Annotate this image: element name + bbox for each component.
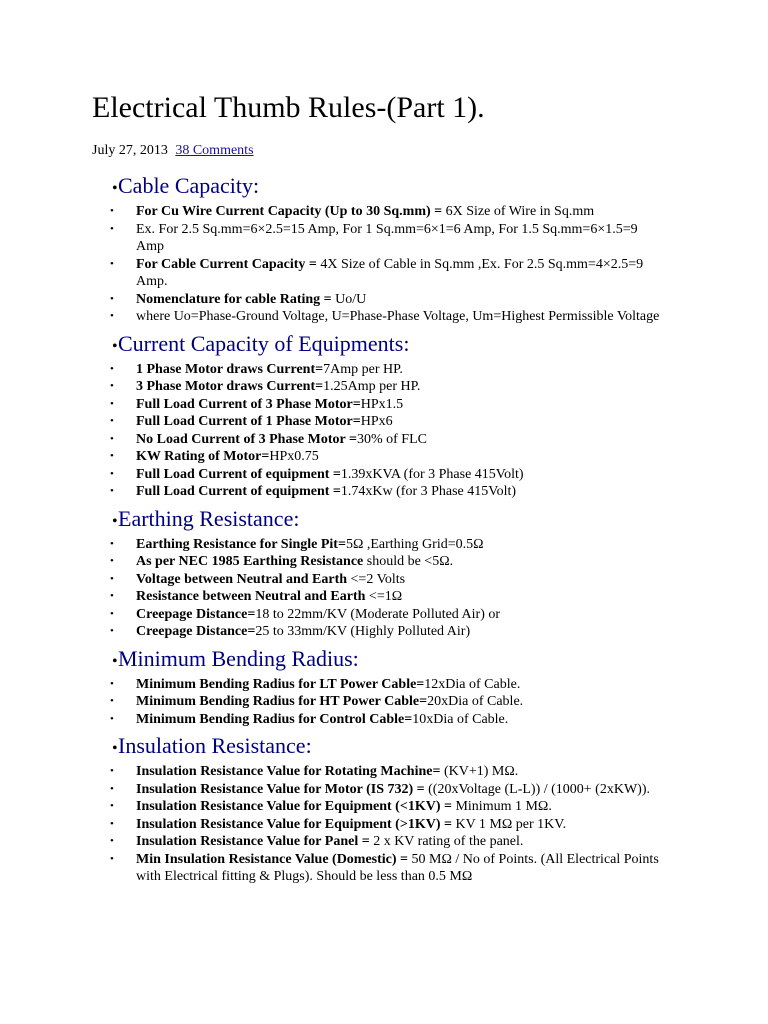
page-title: Electrical Thumb Rules-(Part 1).	[92, 91, 485, 124]
bullet-icon: •	[110, 432, 114, 445]
rule-value: 5Ω ,Earthing Grid=0.5Ω	[345, 536, 484, 552]
section	[92, 505, 728, 641]
bullet-icon: •	[110, 800, 114, 812]
rule-text	[136, 221, 728, 256]
rule-list	[92, 763, 728, 886]
rule-text	[136, 431, 728, 449]
rule-text	[136, 378, 728, 396]
rule-list	[92, 536, 728, 641]
rule-key: Insulation Resistance Value for Rotating Machine=	[136, 764, 441, 779]
list-item	[92, 483, 728, 501]
bullet-icon: •	[110, 415, 114, 427]
bullet-icon: •	[110, 625, 114, 637]
section	[92, 645, 728, 729]
rule-text	[136, 851, 728, 886]
bullet-icon: •	[110, 537, 114, 550]
rule-text	[136, 693, 728, 711]
rule-value: HPx1.5	[360, 396, 404, 412]
rule-key: Insulation Resistance Value for Panel =	[136, 834, 370, 849]
bullet-icon: •	[110, 555, 114, 567]
list-item	[92, 763, 728, 781]
bullet-icon: •	[110, 712, 114, 725]
list-item	[92, 361, 728, 379]
rule-value: <=1Ω	[365, 589, 403, 604]
bullet-icon: •	[110, 222, 114, 235]
bullet-icon: •	[110, 590, 114, 602]
rule-value: 50 MΩ / No of Points. (All Electrical Points with Electrical fitting & Plugs). Should be less than 0.5 MΩ	[136, 851, 659, 884]
rule-key: Voltage between Neutral and Earth	[136, 571, 348, 587]
rule-key: Minimum Bending Radius for Control Cable=	[136, 711, 413, 727]
rule-value: Ex. For 2.5 Sq.mm=6×2.5=15 Amp, For 1 Sq.mm=6×1=6 Amp, For 1.5 Sq.mm=6×1.5=9 Amp	[136, 221, 638, 254]
list-item	[92, 571, 728, 589]
rule-text	[136, 291, 728, 309]
list-item	[92, 816, 728, 834]
section-heading-text: Cable Capacity:	[118, 173, 260, 198]
section-heading	[92, 330, 728, 361]
bullet-icon: •	[110, 362, 114, 375]
list-item	[92, 466, 728, 484]
rule-text	[136, 623, 728, 641]
section	[92, 732, 728, 886]
bullet-icon: •	[110, 835, 114, 847]
list-item	[92, 291, 728, 309]
bullet-icon: •	[110, 485, 114, 497]
bullet-icon: •	[112, 740, 118, 757]
list-item	[92, 606, 728, 624]
bullet-icon: •	[110, 695, 114, 707]
bullet-icon: •	[110, 677, 114, 690]
rule-text	[136, 816, 728, 834]
bullet-icon: •	[110, 380, 114, 392]
rule-text	[136, 571, 728, 589]
rule-value: 1.25Amp per HP.	[323, 379, 421, 394]
list-item	[92, 781, 728, 799]
rule-text	[136, 361, 728, 379]
rule-value: HPx6	[360, 414, 393, 429]
rule-text	[136, 711, 728, 729]
rule-key: KW Rating of Motor=	[136, 449, 270, 464]
rule-key: Resistance between Neutral and Earth	[136, 589, 366, 604]
section-heading-text: Insulation Resistance:	[118, 733, 312, 758]
rule-key: Full Load Current of 1 Phase Motor=	[136, 414, 361, 429]
rule-key: Creepage Distance=	[136, 606, 256, 622]
post-meta	[92, 142, 728, 160]
bullet-icon: •	[110, 450, 114, 462]
section-heading-text: Minimum Bending Radius:	[118, 645, 359, 671]
rule-text	[136, 203, 728, 221]
bullet-icon: •	[110, 852, 114, 865]
rule-key: For Cu Wire Current Capacity (Up to 30 Sq.mm) =	[136, 204, 443, 219]
section-heading-text: Current Capacity of Equipments:	[118, 330, 410, 356]
list-item	[92, 378, 728, 396]
list-item	[92, 553, 728, 571]
rule-value: 4X Size of Cable in Sq.mm ,Ex. For 2.5 Sq.mm=4×2.5=9 Amp.	[136, 256, 644, 289]
bullet-icon: •	[110, 397, 114, 410]
bullet-icon: •	[110, 572, 114, 585]
rule-value: 20xDia of Cable.	[427, 694, 524, 709]
rule-key: As per NEC 1985 Earthing Resistance	[136, 554, 364, 569]
list-item	[92, 413, 728, 431]
rule-text	[136, 606, 728, 624]
rule-text	[136, 676, 728, 694]
rule-key: Insulation Resistance Value for Motor (IS 732) =	[136, 781, 425, 797]
list-item	[92, 623, 728, 641]
list-item	[92, 536, 728, 554]
section-heading	[92, 645, 728, 676]
post-date: July 27, 2013	[92, 143, 168, 158]
rule-value: (KV+1) MΩ.	[440, 764, 519, 779]
list-item	[92, 711, 728, 729]
list-item	[92, 431, 728, 449]
rule-value: HPx0.75	[269, 449, 319, 464]
bullet-icon: •	[112, 337, 118, 355]
bullet-icon: •	[110, 467, 114, 480]
rule-value: 6X Size of Wire in Sq.mm	[442, 204, 595, 219]
rule-text	[136, 448, 728, 466]
rule-text	[136, 763, 728, 781]
rule-value: 12xDia of Cable.	[424, 676, 521, 692]
rule-value: KV 1 MΩ per 1KV.	[451, 816, 567, 832]
bullet-icon: •	[110, 292, 114, 305]
rule-list	[92, 676, 728, 729]
list-item	[92, 676, 728, 694]
section-heading	[92, 732, 728, 763]
rule-key: Minimum Bending Radius for HT Power Cable=	[136, 694, 428, 709]
section-heading	[92, 505, 728, 536]
rule-list	[92, 361, 728, 501]
rule-value: 1.39xKVA (for 3 Phase 415Volt)	[340, 466, 524, 482]
section	[92, 172, 728, 326]
bullet-icon: •	[110, 782, 114, 795]
list-item	[92, 798, 728, 816]
rule-value: Minimum 1 MΩ.	[451, 799, 552, 814]
list-item	[92, 833, 728, 851]
comments-link[interactable]: 38 Comments	[175, 143, 254, 158]
rule-key: Min Insulation Resistance Value (Domestic) =	[136, 851, 409, 867]
rule-text	[136, 413, 728, 431]
rule-text	[136, 781, 728, 799]
rule-text	[136, 798, 728, 816]
section-heading-text: Earthing Resistance:	[118, 505, 300, 531]
rule-value: should be <5Ω.	[363, 554, 454, 569]
rule-text	[136, 536, 728, 554]
rule-text	[136, 483, 728, 501]
bullet-icon: •	[112, 652, 118, 670]
rule-text	[136, 466, 728, 484]
list-item	[92, 448, 728, 466]
rule-key: Insulation Resistance Value for Equipment (>1KV) =	[136, 816, 452, 832]
list-item	[92, 396, 728, 414]
rule-text	[136, 396, 728, 414]
rule-value: Uo/U	[331, 291, 367, 307]
rule-key: Insulation Resistance Value for Equipment (<1KV) =	[136, 799, 452, 814]
list-item	[92, 588, 728, 606]
bullet-icon: •	[110, 257, 114, 270]
rule-value: 2 x KV rating of the panel.	[369, 834, 524, 849]
rule-text	[136, 308, 728, 326]
bullet-icon: •	[110, 607, 114, 620]
rule-value: 10xDia of Cable.	[412, 711, 509, 727]
rules-list	[92, 172, 728, 886]
list-item	[92, 221, 728, 256]
bullet-icon: •	[112, 180, 118, 197]
list-item	[92, 851, 728, 886]
rule-key: Creepage Distance=	[136, 624, 256, 639]
bullet-icon: •	[110, 817, 114, 830]
list-item	[92, 693, 728, 711]
rule-value: 1.74xKw (for 3 Phase 415Volt)	[340, 484, 517, 499]
rule-key: For Cable Current Capacity =	[136, 256, 317, 272]
bullet-icon: •	[110, 205, 114, 217]
rule-list	[92, 203, 728, 326]
bullet-icon: •	[110, 310, 114, 322]
rule-text	[136, 553, 728, 571]
list-item	[92, 203, 728, 221]
rule-key: Full Load Current of equipment =	[136, 484, 341, 499]
section	[92, 330, 728, 501]
rule-text	[136, 256, 728, 291]
rule-key: 1 Phase Motor draws Current=	[136, 361, 324, 377]
rule-value: <=2 Volts	[347, 571, 406, 587]
rule-text	[136, 833, 728, 851]
rule-key: Full Load Current of equipment =	[136, 466, 341, 482]
rule-key: Full Load Current of 3 Phase Motor=	[136, 396, 361, 412]
rule-key: No Load Current of 3 Phase Motor =	[136, 431, 357, 447]
rule-key: 3 Phase Motor draws Current=	[136, 379, 324, 394]
list-item	[92, 308, 728, 326]
rule-key: Nomenclature for cable Rating =	[136, 291, 332, 307]
rule-value: 7Amp per HP.	[323, 361, 403, 377]
rule-key: Minimum Bending Radius for LT Power Cable=	[136, 676, 425, 692]
section-heading	[92, 172, 728, 203]
rule-value: 25 to 33mm/KV (Highly Polluted Air)	[255, 624, 471, 639]
rule-value: where Uo=Phase-Ground Voltage, U=Phase-Phase Voltage, Um=Highest Permissible Voltage	[136, 309, 660, 324]
bullet-icon: •	[112, 512, 118, 530]
rule-text	[136, 588, 728, 606]
rule-key: Earthing Resistance for Single Pit=	[136, 536, 346, 552]
rule-value: 30% of FLC	[356, 431, 427, 447]
rule-value: ((20xVoltage (L-L)) / (1000+ (2xKW)).	[424, 781, 650, 797]
list-item	[92, 256, 728, 291]
bullet-icon: •	[110, 765, 114, 777]
rule-value: 18 to 22mm/KV (Moderate Polluted Air) or	[255, 606, 501, 622]
